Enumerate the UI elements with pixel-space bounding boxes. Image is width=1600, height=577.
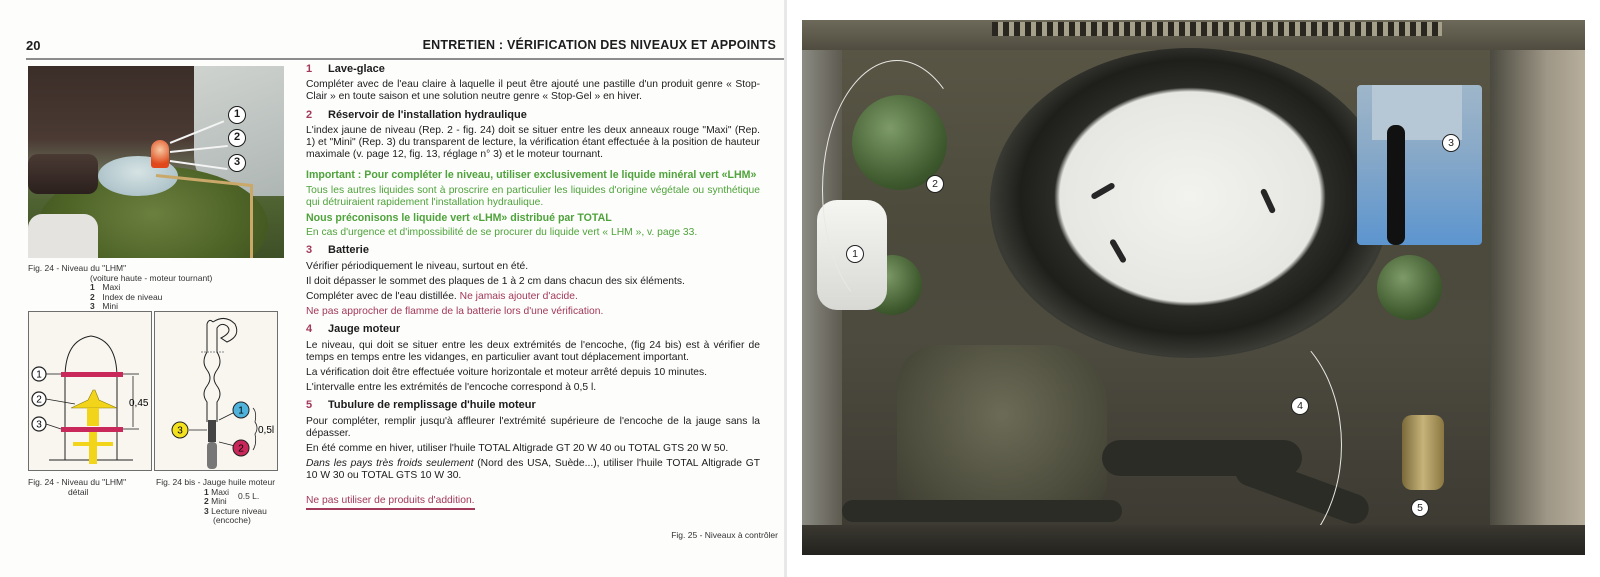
engine-callout-2: 2 <box>926 175 944 193</box>
right-page <box>787 0 1600 577</box>
page-title: ENTRETIEN : VÉRIFICATION DES NIVEAUX ET APPOINTS <box>422 38 776 52</box>
fig24-detail-caption: Fig. 24 - Niveau du "LHM" détail <box>28 477 127 497</box>
page-header <box>26 36 776 56</box>
diag-callout-2-label: 2 <box>36 394 42 406</box>
section-heading: Batterie <box>328 244 369 257</box>
diag-callout-1-label: 1 <box>36 369 42 381</box>
fig24bis-caption: Fig. 24 bis - Jauge huile moteur 1 Maxi 2 Mini 0.5 L. 3 Lecture niveau (encoche) <box>156 477 276 525</box>
callout-2: 2 <box>228 129 246 147</box>
level-indicator-glass <box>151 140 169 168</box>
spare-tire <box>990 48 1390 358</box>
header-divider <box>26 58 786 60</box>
section-hydraulique: 2 Réservoir de l'installation hydraulique L'index jaune de niveau (Rep. 2 - fig. 24) doit se situer entre les deux anneaux rouge "Maxi" (Rep. 1) et "Mini" (Rep. 3) du transparent de lecture, la vérification étant effectuée à la position de hauteur maximale (v. page 12, fig. 13, réglage n° 3) et le moteur tournant. Important : Pour compléter le niveau, utiliser exclusivement le liquide minéral vert «LHM» Tous les autres liquides sont à proscrire en particulier les liquides d'origine végétale ou synthétique qui détruiraient rapidement l'installation hydraulique. Nous préconisons le liquide vert «LHM» distribué par TOTAL En cas d'urgence et d'impossibilité de se procurer du liquide vert « LHM », v. page 33. <box>306 108 760 239</box>
engine-callout-1: 1 <box>846 245 864 263</box>
section-heading: Lave-glace <box>328 63 385 75</box>
acid-warning: Ne jamais ajouter d'acide. <box>459 291 578 303</box>
additive-warning: Ne pas utiliser de produits d'addition. <box>306 495 475 510</box>
section-heading: Jauge moteur <box>328 323 401 336</box>
ignition-coil <box>1402 415 1444 490</box>
section-heading: Réservoir de l'installation hydraulique <box>328 108 527 121</box>
page-number: 20 <box>26 38 41 53</box>
dipstick-drawing <box>155 312 276 469</box>
svg-text:3: 3 <box>177 425 183 437</box>
lhm-level-diagram <box>28 311 152 471</box>
fig24-photo <box>28 66 284 258</box>
section-batterie: 3 Batterie Vérifier périodiquement le niveau, surtout en été. Il doit dépasser le sommet des plaques de 1 à 2 cm dans chacun des six éléments. Compléter avec de l'eau distillée. Ne jamais ajouter d'acide. Ne pas approcher de flamme de la batterie lors d'une vérification. <box>306 244 760 318</box>
diag-callout-3-label: 3 <box>36 419 42 431</box>
callout-3: 3 <box>228 154 246 172</box>
section-jauge-moteur: 4 Jauge moteur Le niveau, qui doit se situer entre les deux extrémités de l'encoche, (fig 24 bis) est à vérifier de temps en temps entre les vidanges, en particulier avant tout déplacement important. La vérification doit être effectuée voiture horizontale et moteur arrêté depuis 10 minutes. L'intervalle entre les extrémités de l'encoche correspond à 0,5 l. <box>306 323 760 394</box>
lhm-diagram-drawing <box>29 312 150 469</box>
section-tubulure: 5 Tubulure de remplissage d'huile moteur Pour compléter, remplir jusqu'à affleurer l'extrémité supérieure de l'encoche de la jauge sans la dépasser. En été comme en hiver, utiliser l'huile TOTAL Altigrade GT 20 W 40 ou TOTAL GTS 20 W 50. Dans les pays très froids seulement (Nord des USA, Suède...), utiliser l'huile TOTAL Altigrade GT 10 W 30 ou TOTAL GTS 10 W 30. Ne pas utiliser de produits d'addition. <box>306 399 760 509</box>
air-filter <box>897 345 1107 520</box>
text-column <box>306 63 760 515</box>
battery <box>1357 85 1482 245</box>
engine-callout-5: 5 <box>1411 499 1429 517</box>
flame-warning: Ne pas approcher de flamme de la batterie lors d'une vérification. <box>306 306 604 318</box>
dipstick-diagram <box>154 311 278 471</box>
grille <box>992 22 1442 36</box>
engine-callout-4: 4 <box>1291 397 1309 415</box>
svg-text:1: 1 <box>238 405 244 417</box>
section-heading: Tubulure de remplissage d'huile moteur <box>328 399 536 412</box>
accumulator-sphere <box>1377 255 1442 320</box>
important-note: Important : Pour compléter le niveau, utiliser exclusivement le liquide minéral vert «LHM» <box>306 169 757 182</box>
dimension-label: 0,45 <box>129 398 149 409</box>
fig24-photo-caption: Fig. 24 - Niveau du "LHM" (voiture haute - moteur tournant) 1 Maxi 2 Index de niveau 3 Mini <box>28 263 213 311</box>
svg-text:2: 2 <box>238 443 244 455</box>
dipstick-dimension-label: 0,5l <box>258 425 275 436</box>
engine-callout-3: 3 <box>1442 134 1460 152</box>
callout-1: 1 <box>228 106 246 124</box>
fig25-caption: Fig. 25 - Niveaux à contrôler <box>671 530 778 540</box>
section-lave-glace: 1 Lave-glace Compléter avec de l'eau claire à laquelle il peut être ajouté une pastille d'un produit genre « Stop-Clair » en toute saison et une solution neutre genre « Stop-Gel » en hiver. <box>306 63 760 103</box>
engine-bay-photo <box>802 20 1585 555</box>
range-label: 0.5 L. <box>238 490 260 501</box>
